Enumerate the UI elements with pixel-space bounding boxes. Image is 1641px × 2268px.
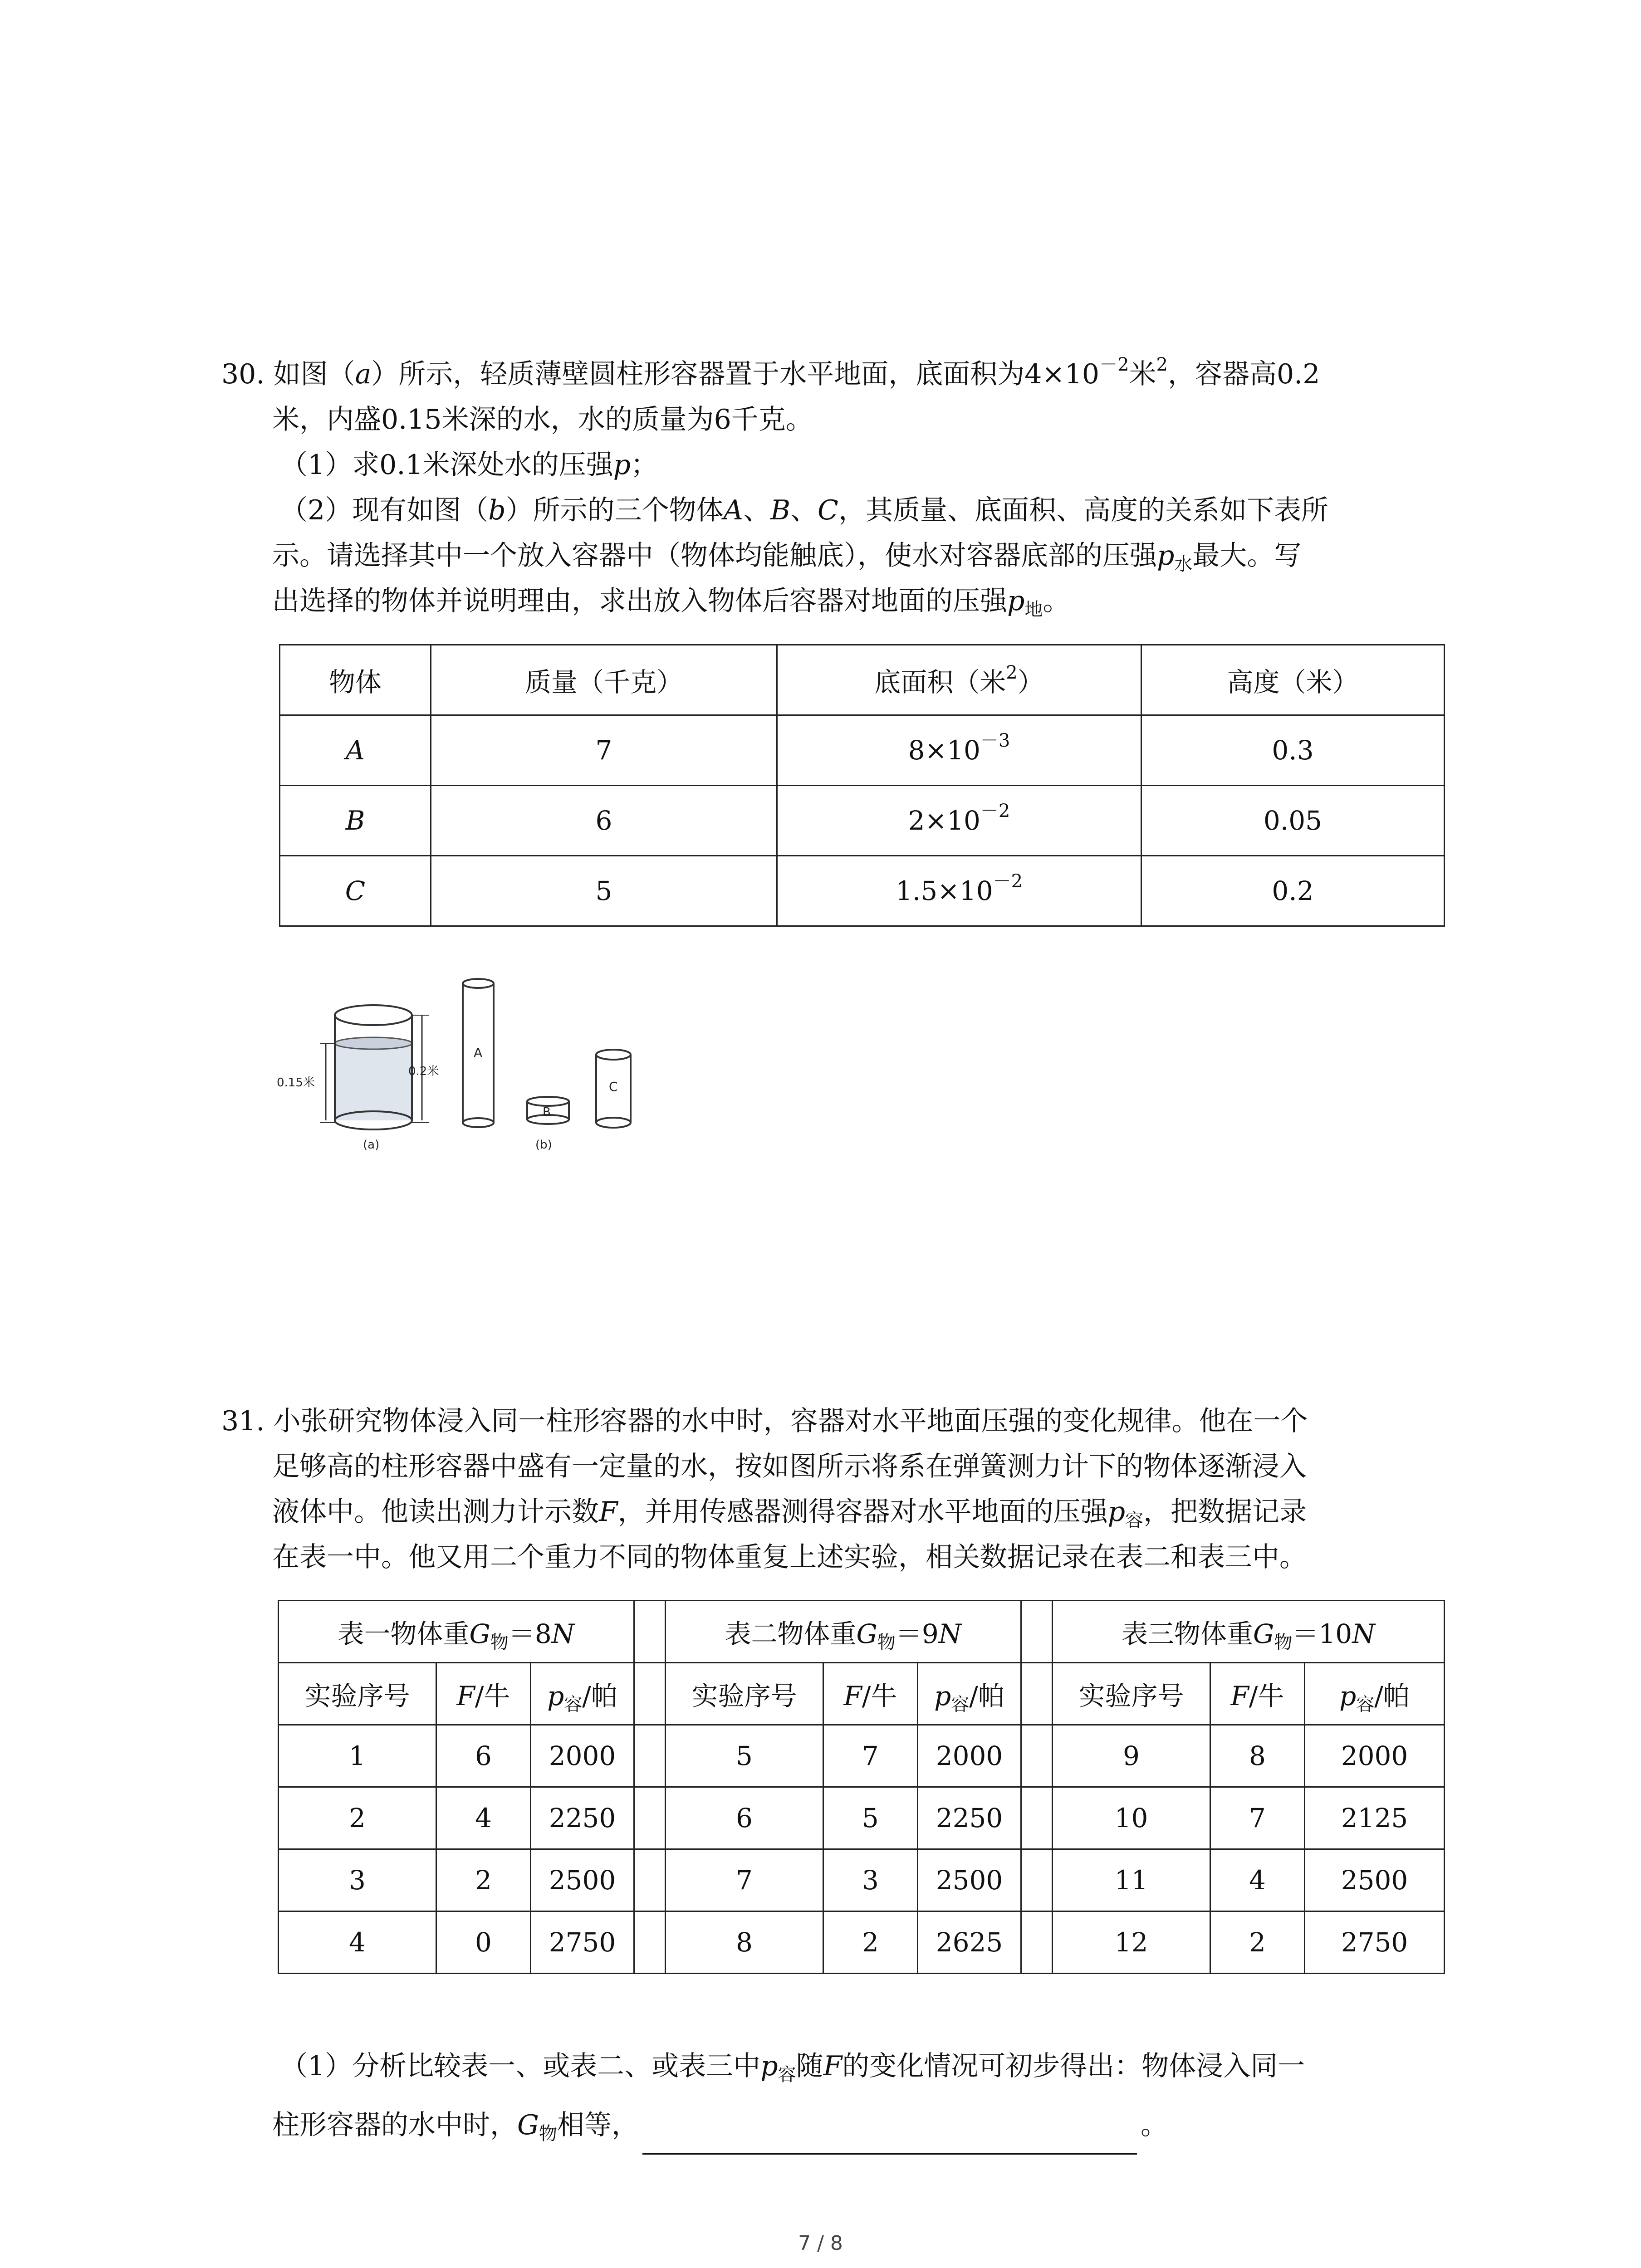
- table-title-row: [279, 1601, 1445, 1663]
- cell: 2500: [531, 1849, 634, 1911]
- col-header-area: 底面积（米$^2$）: [777, 645, 1141, 715]
- q30-line2: 米，内盛0.15米深的水，水的质量为6千克。: [272, 404, 813, 435]
- cell-area: $8\times 10^{-3}$: [777, 715, 1141, 786]
- cell: 10: [1053, 1787, 1210, 1849]
- q30-table: [279, 644, 1445, 927]
- q30-part2-line1: （2）现有如图（b）所示的三个物体A、B、C，其质量、底面积、高度的关系如下表所: [280, 494, 1328, 526]
- cell: 4: [1210, 1849, 1305, 1911]
- cell: 2500: [918, 1849, 1021, 1911]
- cell-mass: 5: [431, 856, 777, 926]
- table-row: [279, 1725, 1445, 1787]
- cell: 2125: [1305, 1787, 1445, 1849]
- cell-area: $2\times 10^{-2}$: [777, 786, 1141, 856]
- cell: 12: [1053, 1911, 1210, 1974]
- cell: 2000: [1305, 1725, 1445, 1787]
- cell: 3: [279, 1849, 436, 1911]
- cell-mass: 7: [431, 715, 777, 786]
- col-header-seq: 实验序号: [666, 1663, 823, 1725]
- cell: 2000: [531, 1725, 634, 1787]
- cell: 2000: [918, 1725, 1021, 1787]
- cell: 2: [279, 1787, 436, 1849]
- cell: 2250: [918, 1787, 1021, 1849]
- col-header-f: F/牛: [1210, 1663, 1305, 1725]
- cell: 2: [1210, 1911, 1305, 1974]
- table-row: [279, 1787, 1445, 1849]
- height-label: 0.2米: [408, 1065, 439, 1078]
- q30-part1: （1）求0.1米深处水的压强p；: [280, 449, 658, 481]
- q31-part1-line2: 柱形容器的水中时，$G_物$相等， 。: [221, 2096, 1437, 2155]
- cell: 2750: [1305, 1911, 1445, 1974]
- cell: 7: [823, 1725, 918, 1787]
- q30-number: 30.: [221, 358, 265, 390]
- question-30: [221, 352, 1437, 624]
- water-surface: [335, 1037, 412, 1049]
- cell: 2250: [531, 1787, 634, 1849]
- q31-line3: 液体中。他读出测力计示数F，并用传感器测得容器对水平地面的压强$p_容$，把数据记录: [272, 1496, 1307, 1531]
- cell: 3: [823, 1849, 918, 1911]
- cell-height: 0.3: [1141, 715, 1445, 786]
- cell: 2625: [918, 1911, 1021, 1974]
- cell-mass: 6: [431, 786, 777, 856]
- page-number: 7 / 8: [798, 2232, 843, 2255]
- cell-area: $1.5\times 10^{-2}$: [777, 856, 1141, 926]
- depth-label: 0.15米: [277, 1076, 315, 1090]
- col-header-f: F/牛: [436, 1663, 531, 1725]
- table1-title: 表一物体重$G_物=8N$: [279, 1601, 634, 1663]
- cell: 7: [666, 1849, 823, 1911]
- q31-line2: 足够高的柱形容器中盛有一定量的水，按如图所示将系在弹簧测力计下的物体逐渐浸入: [272, 1451, 1307, 1482]
- col-header-height: 高度（米）: [1141, 645, 1445, 715]
- col-header-mass: 质量（千克）: [431, 645, 777, 715]
- cell: 1: [279, 1725, 436, 1787]
- table-row: [279, 1849, 1445, 1911]
- col-header-p: $p_容/$帕: [918, 1663, 1021, 1725]
- cell: 9: [1053, 1725, 1210, 1787]
- col-header-p: $p_容/$帕: [531, 1663, 634, 1725]
- cell: 2: [823, 1911, 918, 1974]
- table2-title: 表二物体重$G_物=9N$: [666, 1601, 1021, 1663]
- figure-a-caption: (a): [363, 1138, 380, 1152]
- table-header-row: [280, 645, 1445, 715]
- cell: 5: [666, 1725, 823, 1787]
- q31-tables: [278, 1600, 1445, 1974]
- object-a-label: A: [474, 1045, 483, 1060]
- cell-object: B: [280, 786, 431, 856]
- cell: 0: [436, 1911, 531, 1974]
- col-header-seq: 实验序号: [1053, 1663, 1210, 1725]
- col-header-p: $p_容/$帕: [1305, 1663, 1445, 1725]
- cell-height: 0.05: [1141, 786, 1445, 856]
- q30-part2-line3: 出选择的物体并说明理由，求出放入物体后容器对地面的压强$p_地$。: [272, 585, 1070, 620]
- table-row: [280, 715, 1445, 786]
- col-header-object: 物体: [280, 645, 431, 715]
- cell: 4: [279, 1911, 436, 1974]
- cell: 11: [1053, 1849, 1210, 1911]
- cell-object: C: [280, 856, 431, 926]
- cell: 2500: [1305, 1849, 1445, 1911]
- object-c-label: C: [609, 1079, 618, 1094]
- cell: 7: [1210, 1787, 1305, 1849]
- cell: 6: [666, 1787, 823, 1849]
- col-header-seq: 实验序号: [279, 1663, 436, 1725]
- q31-part1-line1: （1）分析比较表一、或表二、或表三中$p_容$随F的变化情况可初步得出：物体浸入同一: [280, 2050, 1305, 2085]
- table-header-row: [279, 1663, 1445, 1725]
- cell: 6: [436, 1725, 531, 1787]
- cell-object: A: [280, 715, 431, 786]
- cell: 2: [436, 1849, 531, 1911]
- cell-height: 0.2: [1141, 856, 1445, 926]
- q31-line4: 在表一中。他又用二个重力不同的物体重复上述实验，相关数据记录在表二和表三中。: [272, 1541, 1307, 1573]
- cell: 8: [666, 1911, 823, 1974]
- table-row: [280, 856, 1445, 926]
- cell: 5: [823, 1787, 918, 1849]
- q30-part2-line2: 示。请选择其中一个放入容器中（物体均能触底），使水对容器底部的压强$p_水$最大。写: [272, 540, 1302, 575]
- water-fill: [335, 1043, 412, 1120]
- q31-part1: [221, 2037, 1437, 2155]
- table3-title: 表三物体重$G_物=10N$: [1053, 1601, 1445, 1663]
- figure-b-caption: (b): [535, 1138, 552, 1152]
- answer-blank[interactable]: [642, 2121, 1137, 2155]
- question-31: [221, 1398, 1437, 1580]
- table-row: [279, 1911, 1445, 1974]
- cell: 4: [436, 1787, 531, 1849]
- q30-figure: [272, 975, 662, 1157]
- container-rim: [335, 1005, 412, 1025]
- cell: 2750: [531, 1911, 634, 1974]
- object-b-label: B: [543, 1105, 551, 1119]
- col-header-f: F/牛: [823, 1663, 918, 1725]
- cell: 8: [1210, 1725, 1305, 1787]
- table-row: [280, 786, 1445, 856]
- q30-line1: 30. 如图（a）所示，轻质薄壁圆柱形容器置于水平地面，底面积为$4\times 10^{-2}$米$^2$，容器高0.2: [221, 354, 1320, 390]
- q31-number: 31.: [221, 1405, 265, 1437]
- q31-line1: 31. 小张研究物体浸入同一柱形容器的水中时，容器对水平地面压强的变化规律。他在一个: [221, 1405, 1308, 1437]
